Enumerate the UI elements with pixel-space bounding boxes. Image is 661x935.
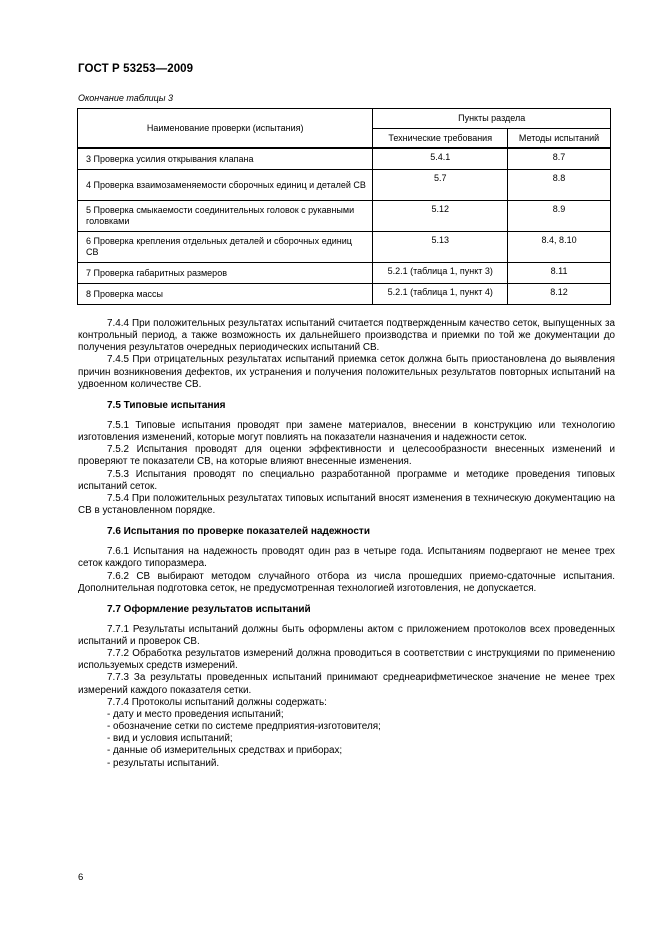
table-row — [78, 170, 611, 201]
table-row — [78, 232, 611, 263]
col-methods-header: Методы испытаний — [508, 129, 611, 149]
row-name: 5 Проверка смыкаемости соединительных головок с рукавными головками — [78, 201, 373, 232]
paragraph-7-5-4: 7.5.4 При положительных результатах типовых испытаний вносят изменения в техническую документацию на СВ в установленном порядке. — [78, 492, 615, 517]
paragraph-7-4-4: 7.4.4 При положительных результатах испытаний считается подтвержденным качество сеток, выпущенных за контрольный период, а также возможность их дальнейшего производства и приемки по той же документации до получения результатов очередных периодических испытаний СВ. — [78, 318, 615, 354]
row-methods: 8.11 — [508, 263, 611, 284]
paragraph-7-5-1: 7.5.1 Типовые испытания проводят при замене материалов, внесении в конструкцию или технологию изготовления изменений, которые могут повлиять на показатели назначения и надежности сеток. — [78, 419, 615, 444]
row-methods: 8.7 — [508, 148, 611, 170]
row-methods: 8.12 — [508, 284, 611, 305]
section-heading-7-6: 7.6 Испытания по проверке показателей надежности — [107, 526, 370, 538]
list-item: - обозначение сетки по системе предприятия-изготовителя; — [107, 721, 381, 733]
page-number: 6 — [78, 872, 84, 883]
paragraph-7-6-1: 7.6.1 Испытания на надежность проводят один раз в четыре года. Испытаниям подвергают не менее трех сеток каждого типоразмера. — [78, 546, 615, 570]
document-body — [78, 318, 615, 770]
row-tech: 5.2.1 (таблица 1, пункт 3) — [373, 263, 508, 284]
tests-table — [77, 108, 611, 305]
row-tech: 5.12 — [373, 201, 508, 232]
row-tech: 5.4.1 — [373, 148, 508, 170]
row-methods: 8.4, 8.10 — [508, 232, 611, 263]
row-methods: 8.8 — [508, 170, 611, 201]
col-group-header: Пункты раздела — [373, 109, 611, 129]
table-row — [78, 263, 611, 284]
list-item: - дату и место проведения испытаний; — [107, 708, 284, 720]
section-heading-7-7: 7.7 Оформление результатов испытаний — [107, 603, 311, 615]
row-tech: 5.7 — [373, 170, 508, 201]
paragraph-7-6-2: 7.6.2 СВ выбирают методом случайного отбора из числа прошедших приемо-сдаточные испытания. Дополнительная подготовка сеток, не предусмотренная технологией изготовления, не допускается. — [78, 570, 615, 594]
paragraph-7-7-3: 7.7.3 За результаты проведенных испытаний принимают среднеарифметическое значение не менее трех измерений каждого показателя сетки. — [78, 672, 615, 696]
row-name: 4 Проверка взаимозаменяемости сборочных единиц и деталей СВ — [78, 170, 373, 201]
paragraph-7-5-3: 7.5.3 Испытания проводят по специально разработанной программе и методике проведения типовых испытаний сеток. — [78, 468, 615, 492]
row-tech: 5.2.1 (таблица 1, пункт 4) — [373, 284, 508, 305]
table-row — [78, 148, 611, 170]
paragraph-7-5-2: 7.5.2 Испытания проводят для оценки эффективности и целесообразности внесенных изменений и проверяют те показатели СВ, на которые влияют внесенные изменения. — [78, 444, 615, 468]
paragraph-7-7-2: 7.7.2 Обработка результатов измерений должна проводиться в соответствии с инструкциями по применению используемых средств измерений. — [78, 648, 615, 672]
paragraph-7-7-4: 7.7.4 Протоколы испытаний должны содержать: — [107, 696, 327, 708]
col-name-header: Наименование проверки (испытания) — [78, 109, 373, 149]
list-item: - результаты испытаний. — [107, 757, 220, 769]
table-header-row — [78, 109, 611, 129]
row-methods: 8.9 — [508, 201, 611, 232]
row-tech: 5.13 — [373, 232, 508, 263]
paragraph-7-4-5: 7.4.5 При отрицательных результатах испытаний приемка сеток должна быть приостановлена до выявления причин возникновения дефектов, их устранения и получения положительных результатов повторных испытаний на удвоенном количестве СВ. — [78, 354, 615, 390]
col-tech-header: Технические требования — [373, 129, 508, 149]
list-item: - вид и условия испытаний; — [107, 733, 233, 745]
document-header: ГОСТ Р 53253—2009 — [78, 63, 194, 75]
row-name: 3 Проверка усилия открывания клапана — [78, 148, 373, 170]
table-row — [78, 201, 611, 232]
paragraph-7-7-1: 7.7.1 Результаты испытаний должны быть оформлены актом с приложением протоколов всех проведенных испытаний и проверок СВ. — [78, 623, 615, 647]
row-name: 6 Проверка крепления отдельных деталей и сборочных единиц СВ — [78, 232, 373, 263]
list-item: - данные об измерительных средствах и приборах; — [107, 745, 343, 757]
row-name: 8 Проверка массы — [78, 284, 373, 305]
row-name: 7 Проверка габаритных размеров — [78, 263, 373, 284]
table-caption: Окончание таблицы 3 — [78, 93, 173, 103]
table-row — [78, 284, 611, 305]
section-heading-7-5: 7.5 Типовые испытания — [107, 399, 226, 411]
